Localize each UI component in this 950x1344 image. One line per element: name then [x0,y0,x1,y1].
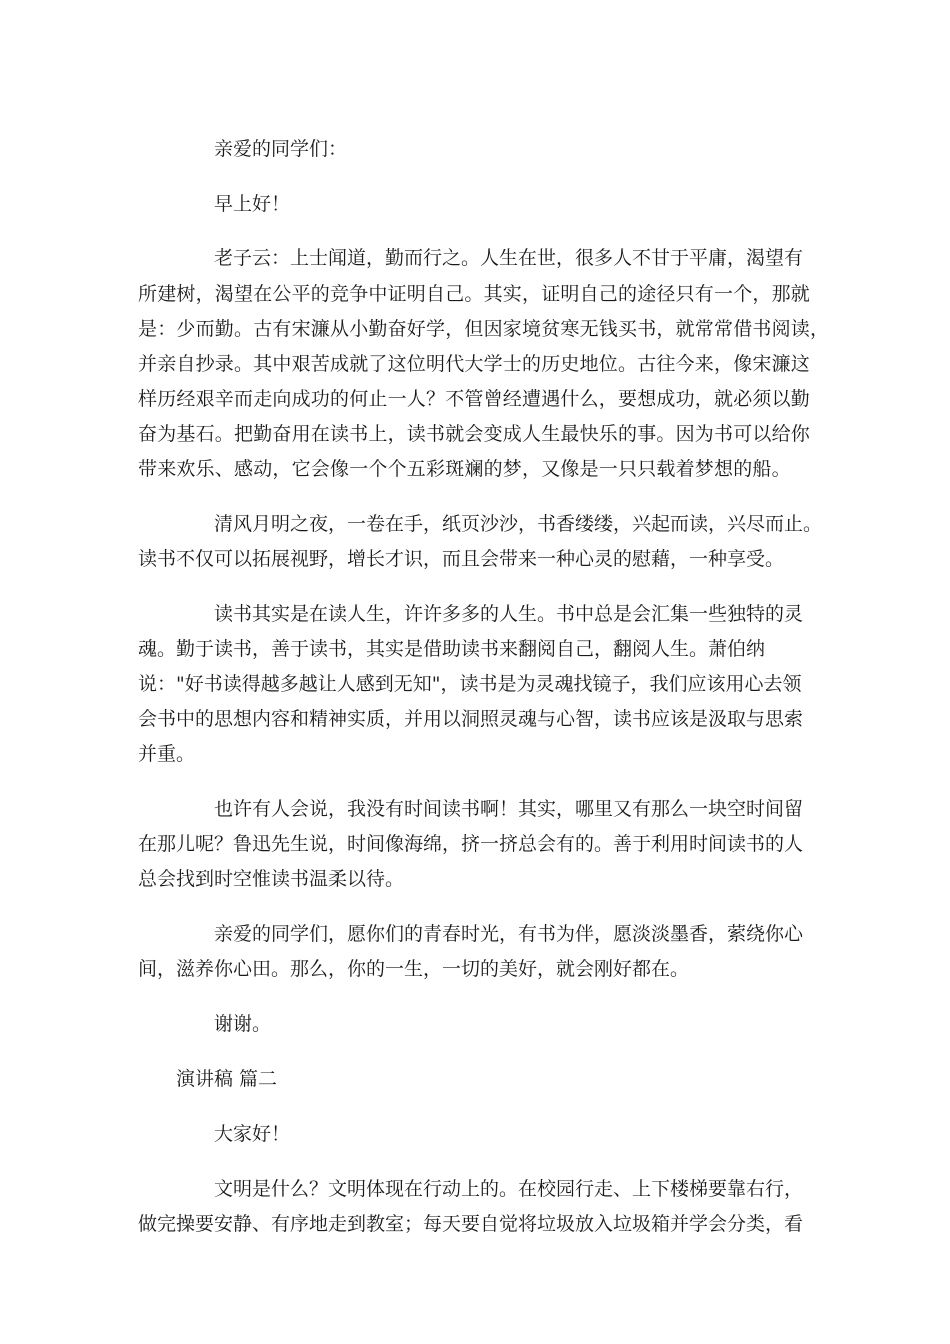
paragraph-line: 魂。勤于读书，善于读书，其实是借助读书来翻阅自己，翻阅人生。萧伯纳 [138,638,766,660]
paragraph-line: 老子云：上士闻道，勤而行之。人生在世，很多人不甘于平庸，渴望有 [214,247,804,269]
paragraph-line: 说："好书读得越多越让人感到无知"，读书是为灵魂找镜子，我们应该用心去领 [138,673,802,695]
paragraph-line: 所建树，渴望在公平的竞争中证明自己。其实，证明自己的途径只有一个，那就 [138,283,811,305]
paragraph-line: 总会找到时空惟读书温柔以待。 [138,868,405,890]
paragraph-line: 带来欢乐、感动，它会像一个个五彩斑斓的梦，又像是一只只载着梦想的船。 [138,458,791,480]
paragraph-line: 是：少而勤。古有宋濂从小勤奋好学，但因家境贫寒无钱买书，就常常借书阅读， [138,318,830,340]
paragraph-line: 奋为基石。把勤奋用在读书上，读书就会变成人生最快乐的事。因为书可以给你 [138,423,811,445]
greeting: 早上好！ [214,193,291,215]
paragraph-line: 读书其实是在读人生，许许多多的人生。书中总是会汇集一些独特的灵 [214,603,804,625]
paragraph-line: 在那儿呢？鲁迅先生说，时间像海绵，挤一挤总会有的。善于利用时间读书的人 [138,833,804,855]
thanks: 谢谢。 [214,1013,272,1035]
paragraph-line: 文明是什么？文明体现在行动上的。在校园行走、上下楼梯要靠右行， [214,1178,804,1200]
paragraph-line: 并重。 [138,743,196,765]
paragraph-line: 读书不仅可以拓展视野，增长才识，而且会带来一种心灵的慰藉，一种享受。 [138,548,785,570]
section-heading: 演讲稿 篇二 [176,1068,278,1090]
paragraph-line: 也许有人会说，我没有时间读书啊！其实，哪里又有那么一块空时间留 [214,798,804,820]
paragraph-line: 清风月明之夜，一卷在手，纸页沙沙，书香缕缕，兴起而读，兴尽而止。 [214,513,823,535]
paragraph-line: 做完操要安静、有序地走到教室；每天要自觉将垃圾放入垃圾箱并学会分类，看 [138,1213,804,1235]
greeting-2: 大家好！ [214,1123,291,1145]
paragraph-line: 样历经艰辛而走向成功的何止一人？不管曾经遭遇什么，要想成功，就必须以勤 [138,388,811,410]
salutation: 亲爱的同学们： [214,138,348,160]
paragraph-line: 间，滋养你心田。那么，你的一生，一切的美好，就会刚好都在。 [138,958,690,980]
paragraph-line: 并亲自抄录。其中艰苦成就了这位明代大学士的历史地位。古往今来，像宋濂这 [138,353,811,375]
paragraph-line: 亲爱的同学们，愿你们的青春时光，有书为伴，愿淡淡墨香，萦绕你心 [214,923,804,945]
paragraph-line: 会书中的思想内容和精神实质，并用以洞照灵魂与心智，读书应该是汲取与思索 [138,708,804,730]
